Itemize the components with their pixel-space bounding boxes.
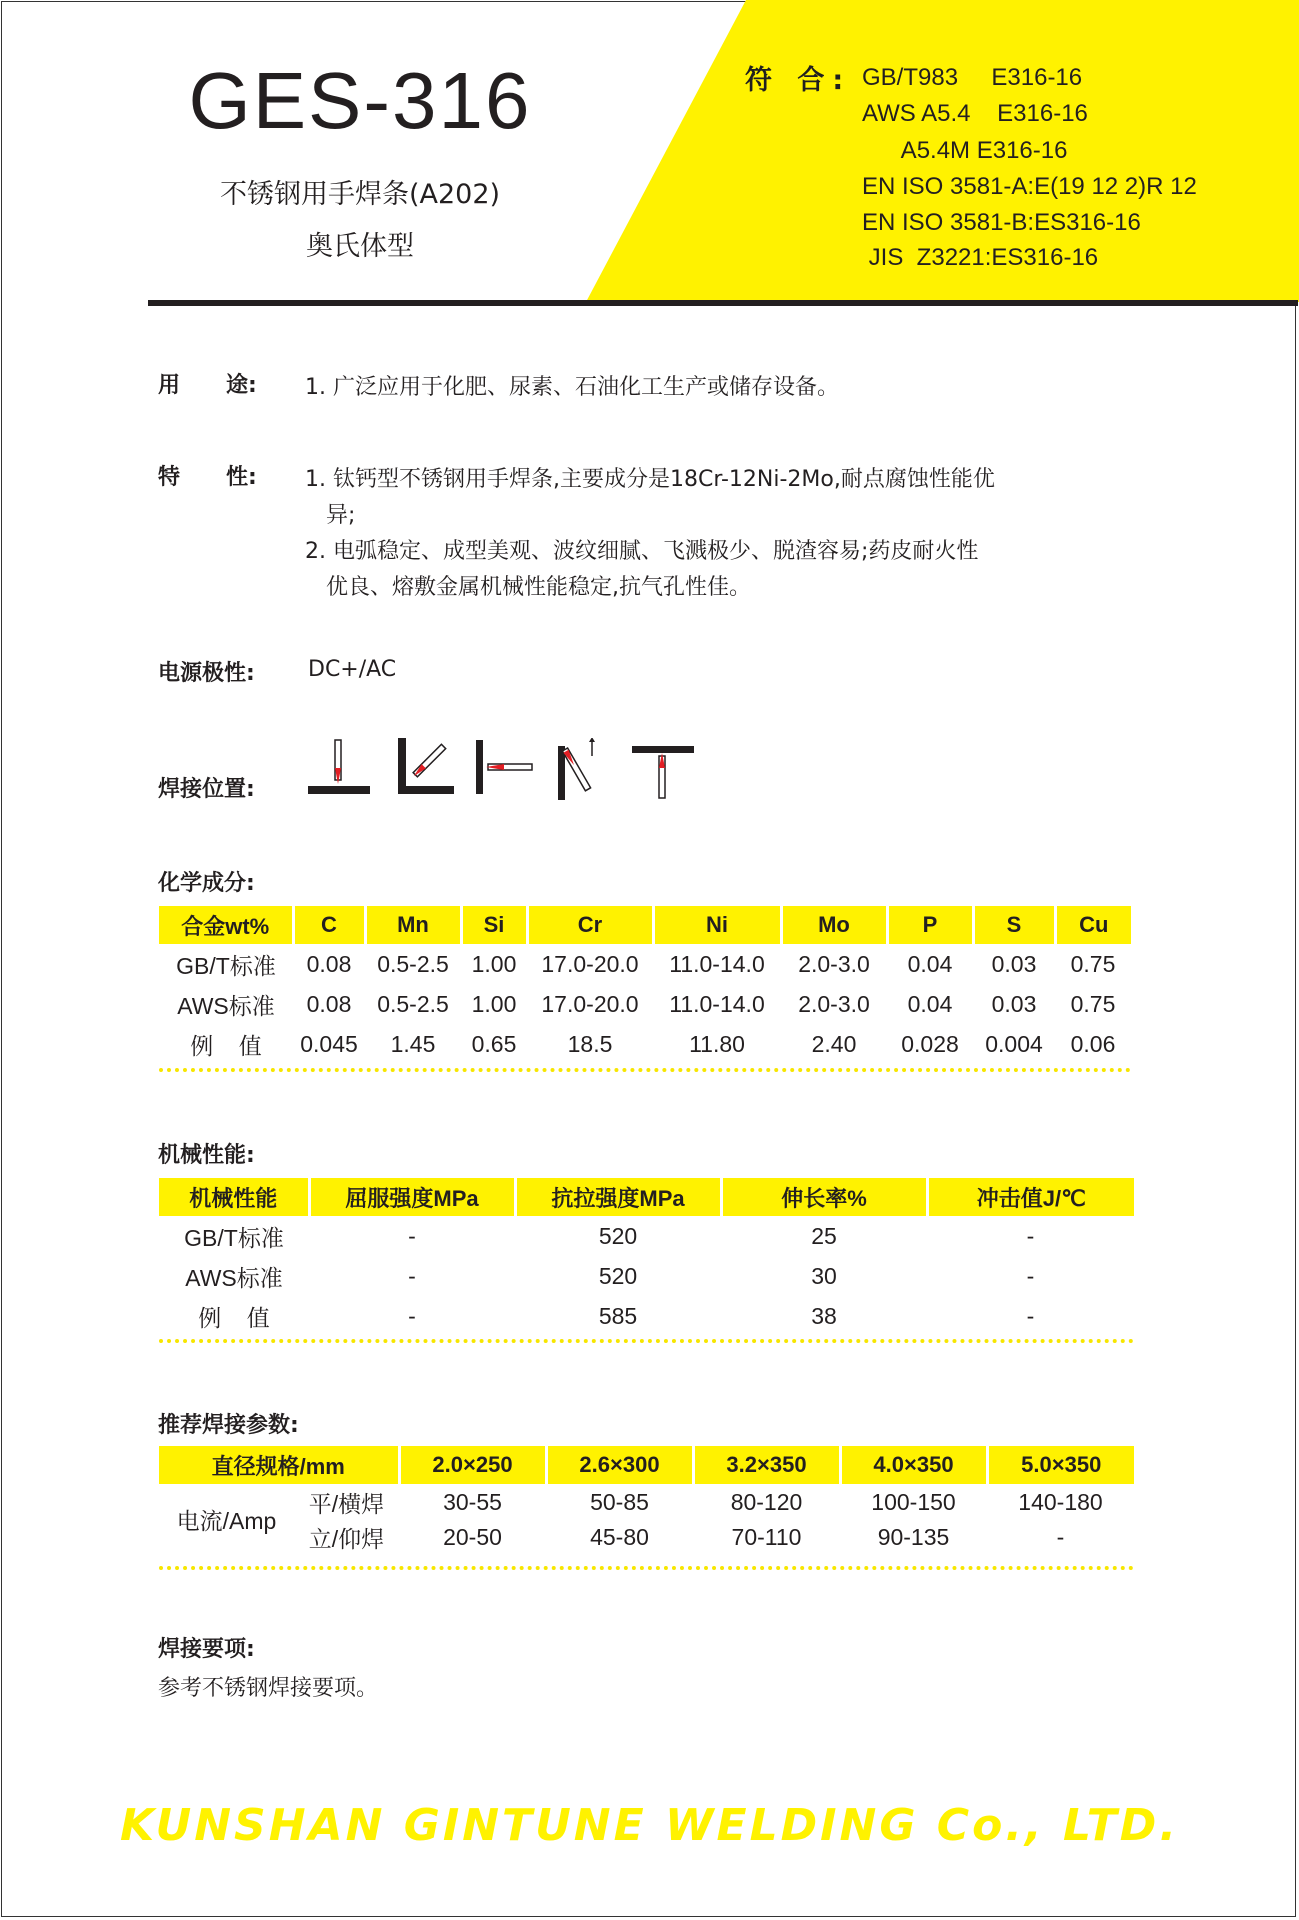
horizontal-fillet-icon bbox=[398, 738, 460, 798]
table-cell: - bbox=[1026, 1302, 1035, 1329]
table-cell: 90-135 bbox=[877, 1523, 950, 1550]
table-cell: GB/T标准 bbox=[176, 952, 276, 979]
table-row bbox=[159, 944, 1131, 984]
horizontal-position-icon bbox=[476, 738, 538, 798]
table-cell: 0.06 bbox=[1070, 1030, 1116, 1057]
table-cell: 45-80 bbox=[590, 1523, 649, 1550]
table-row bbox=[159, 1216, 1134, 1256]
mechanical-title: 机械性能: bbox=[158, 1143, 255, 1168]
positions-label: 焊接位置: bbox=[158, 777, 255, 802]
table-cell: 2.40 bbox=[811, 1030, 857, 1057]
param-col-header: 3.2×350 bbox=[693, 1446, 840, 1484]
table-cell: 0.08 bbox=[306, 990, 352, 1017]
table-cell: 0.045 bbox=[300, 1030, 358, 1057]
notes-title: 焊接要项: bbox=[158, 1637, 255, 1662]
mech-col-header: 冲击值J/℃ bbox=[927, 1178, 1134, 1216]
chem-col-header: Mo bbox=[781, 906, 887, 944]
table-cell: 0.5-2.5 bbox=[377, 950, 449, 977]
table-cell: 140-180 bbox=[1018, 1488, 1103, 1515]
table-cell: 70-110 bbox=[731, 1523, 802, 1550]
table-cell: - bbox=[1026, 1222, 1035, 1249]
chemical-title: 化学成分: bbox=[158, 871, 255, 896]
table-cell: 585 bbox=[598, 1302, 638, 1329]
table-cell: 50-85 bbox=[590, 1488, 649, 1515]
product-subtitle: 不锈钢用手焊条(A202) bbox=[219, 179, 501, 210]
feature-line: 2. 电弧稳定、成型美观、波纹细腻、飞溅极少、脱渣容易;药皮耐火性 bbox=[305, 539, 979, 564]
current-label: 电流/Amp bbox=[176, 1507, 277, 1534]
conform-label: 符 合: bbox=[745, 65, 852, 96]
standard-line: A5.4M E316-16 bbox=[862, 137, 1068, 164]
table-cell: 30-55 bbox=[443, 1488, 502, 1515]
param-col-header: 2.0×250 bbox=[399, 1446, 546, 1484]
table-cell: 例 值 bbox=[190, 1032, 262, 1059]
polarity-value: DC+/AC bbox=[308, 657, 397, 682]
chem-col-header: S bbox=[973, 906, 1055, 944]
dotted-divider bbox=[159, 1068, 1131, 1072]
flat-position-icon bbox=[308, 738, 370, 798]
table-cell: 25 bbox=[811, 1222, 837, 1249]
table-cell: 0.028 bbox=[901, 1030, 959, 1057]
chem-col-header: Cu bbox=[1055, 906, 1131, 944]
table-cell: 0.04 bbox=[907, 950, 953, 977]
table-cell: 例 值 bbox=[198, 1304, 270, 1331]
param-col-header: 5.0×350 bbox=[987, 1446, 1134, 1484]
table-row bbox=[159, 1520, 1134, 1554]
table-cell: 0.75 bbox=[1070, 950, 1116, 977]
table-cell: 1.45 bbox=[390, 1030, 436, 1057]
table-row bbox=[159, 1484, 1134, 1520]
table-cell: 80-120 bbox=[730, 1488, 803, 1515]
param-col-header: 2.6×300 bbox=[546, 1446, 693, 1484]
table-cell: 0.03 bbox=[991, 950, 1037, 977]
chem-col-header: Cr bbox=[527, 906, 653, 944]
table-cell: 0.08 bbox=[306, 950, 352, 977]
table-cell: 17.0-20.0 bbox=[541, 950, 639, 977]
feature-line: 异; bbox=[305, 503, 356, 528]
product-type: 奥氏体型 bbox=[306, 231, 414, 262]
param-col-header: 4.0×350 bbox=[840, 1446, 987, 1484]
chemical-header-row bbox=[159, 906, 1131, 944]
company-name: KUNSHAN GINTUNE WELDING Co., LTD. bbox=[119, 1800, 1180, 1851]
table-cell: AWS标准 bbox=[177, 992, 275, 1019]
mechanical-table bbox=[159, 1178, 1134, 1336]
mech-col-header: 屈服强度MPa bbox=[309, 1178, 515, 1216]
standard-line: EN ISO 3581-B:ES316-16 bbox=[862, 209, 1141, 236]
table-cell: 0.75 bbox=[1070, 990, 1116, 1017]
notes-text: 参考不锈钢焊接要项。 bbox=[158, 1676, 379, 1701]
table-cell: - bbox=[408, 1222, 416, 1249]
position-label: 平/横焊 bbox=[308, 1490, 385, 1517]
table-cell: 0.5-2.5 bbox=[377, 990, 449, 1017]
feature-line: 优良、熔敷金属机械性能稳定,抗气孔性佳。 bbox=[305, 575, 751, 600]
table-cell: 0.65 bbox=[471, 1030, 517, 1057]
table-cell: 1.00 bbox=[471, 990, 517, 1017]
table-cell: 520 bbox=[598, 1262, 638, 1289]
features-label: 特 性: bbox=[158, 465, 257, 490]
standard-line: GB/T983 E316-16 bbox=[862, 64, 1083, 91]
table-cell: GB/T标准 bbox=[184, 1224, 284, 1251]
dotted-divider bbox=[159, 1566, 1134, 1570]
table-cell: 38 bbox=[811, 1302, 837, 1329]
usage-label: 用 途: bbox=[158, 373, 257, 398]
param-col-header: 直径规格/mm bbox=[159, 1446, 399, 1484]
standard-line: JIS Z3221:ES316-16 bbox=[862, 244, 1099, 271]
table-cell: 0.004 bbox=[985, 1030, 1043, 1057]
welding-params-table bbox=[159, 1446, 1134, 1554]
table-row bbox=[159, 1296, 1134, 1336]
header-divider bbox=[148, 300, 1298, 306]
table-cell: 17.0-20.0 bbox=[541, 990, 639, 1017]
table-cell: 520 bbox=[598, 1222, 638, 1249]
table-cell: 2.0-3.0 bbox=[798, 950, 870, 977]
vertical-up-icon bbox=[558, 738, 620, 802]
table-cell: 2.0-3.0 bbox=[798, 990, 870, 1017]
welding-params-title: 推荐焊接参数: bbox=[158, 1413, 299, 1438]
table-cell: - bbox=[1026, 1262, 1035, 1289]
position-label: 立/仰焊 bbox=[308, 1525, 385, 1552]
table-row bbox=[159, 1256, 1134, 1296]
mech-col-header: 机械性能 bbox=[159, 1178, 309, 1216]
table-cell: 20-50 bbox=[443, 1523, 502, 1550]
standard-line: AWS A5.4 E316-16 bbox=[862, 100, 1088, 127]
table-cell: 1.00 bbox=[471, 950, 517, 977]
feature-line: 1. 钛钙型不锈钢用手焊条,主要成分是18Cr-12Ni-2Mo,耐点腐蚀性能优 bbox=[305, 467, 995, 492]
table-cell: - bbox=[408, 1262, 416, 1289]
chem-col-header: 合金wt% bbox=[159, 906, 293, 944]
params-header-row bbox=[159, 1446, 1134, 1484]
table-cell: - bbox=[408, 1302, 416, 1329]
table-cell: 30 bbox=[811, 1262, 837, 1289]
polarity-label: 电源极性: bbox=[158, 661, 255, 686]
standard-line: EN ISO 3581-A:E(19 12 2)R 12 bbox=[862, 173, 1197, 200]
mech-col-header: 伸长率% bbox=[721, 1178, 927, 1216]
table-cell: 100-150 bbox=[871, 1488, 956, 1515]
chem-col-header: Mn bbox=[365, 906, 461, 944]
chem-col-header: Si bbox=[461, 906, 527, 944]
chemical-table bbox=[159, 906, 1131, 1064]
table-cell: 0.04 bbox=[907, 990, 953, 1017]
dotted-divider bbox=[159, 1339, 1134, 1343]
mechanical-header-row bbox=[159, 1178, 1134, 1216]
chem-col-header: P bbox=[887, 906, 973, 944]
overhead-position-icon bbox=[632, 738, 694, 800]
table-cell: 11.0-14.0 bbox=[669, 990, 765, 1017]
table-row bbox=[159, 1024, 1131, 1064]
table-cell: 18.5 bbox=[567, 1030, 613, 1057]
usage-item: 1. 广泛应用于化肥、尿素、石油化工生产或储存设备。 bbox=[305, 375, 839, 400]
chem-col-header: C bbox=[293, 906, 365, 944]
chem-col-header: Ni bbox=[653, 906, 781, 944]
table-cell: 0.03 bbox=[991, 990, 1037, 1017]
table-cell: 11.0-14.0 bbox=[669, 950, 765, 977]
table-cell: - bbox=[1056, 1523, 1065, 1550]
mech-col-header: 抗拉强度MPa bbox=[515, 1178, 721, 1216]
table-row bbox=[159, 984, 1131, 1024]
table-cell: AWS标准 bbox=[185, 1264, 283, 1291]
product-model: GES-316 bbox=[188, 56, 532, 145]
table-cell: 11.80 bbox=[689, 1030, 745, 1057]
